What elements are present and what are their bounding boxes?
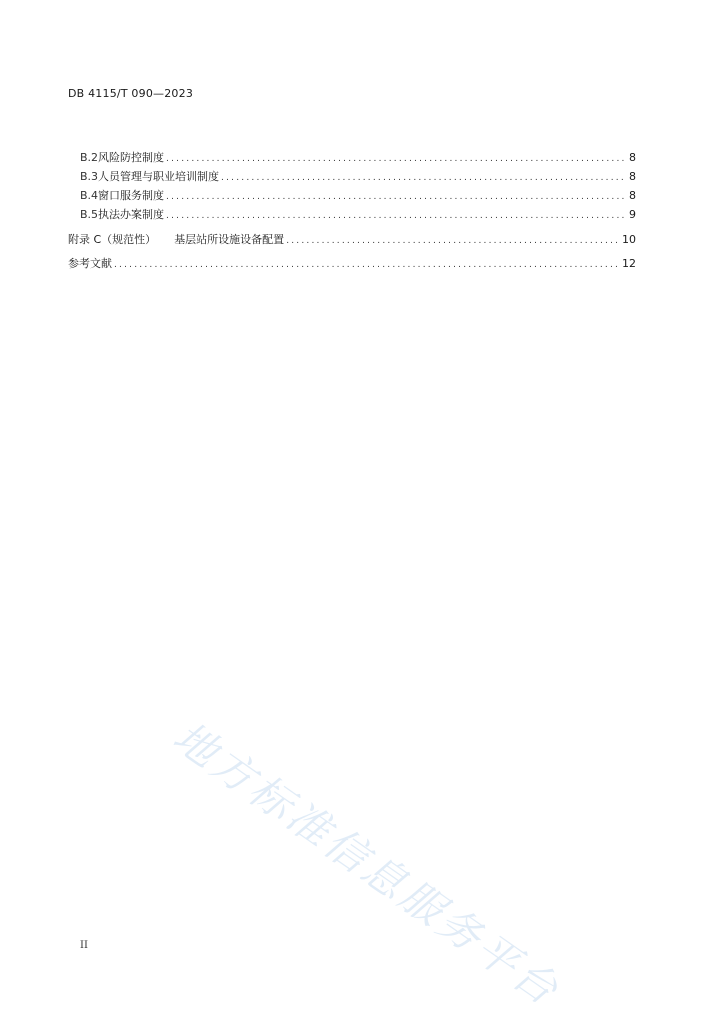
toc-entry-page: 8 bbox=[629, 170, 636, 183]
toc-entry-number: B.3 bbox=[80, 170, 99, 183]
toc-entry-title: 风险防控制度 bbox=[98, 151, 165, 164]
toc-entry-number: B.2 bbox=[80, 151, 99, 164]
toc-entry-b4[interactable] bbox=[68, 186, 636, 205]
toc-entry-page: 12 bbox=[622, 257, 636, 270]
toc-leader-dots bbox=[166, 150, 626, 169]
toc-entry-appendix-c[interactable] bbox=[68, 230, 636, 249]
toc-entry-number: B.4 bbox=[80, 189, 99, 202]
toc-appendix-label: 附录 C（规范性） bbox=[68, 233, 157, 246]
watermark: 地方标准信息服务平台 bbox=[164, 711, 570, 1016]
toc-entry-b3[interactable] bbox=[68, 167, 636, 186]
page-number: II bbox=[80, 940, 88, 951]
toc-entry-page: 8 bbox=[629, 189, 636, 202]
toc-entry-title: 执法办案制度 bbox=[98, 208, 165, 221]
toc-leader-dots bbox=[286, 232, 620, 251]
toc-entry-page: 9 bbox=[629, 208, 636, 221]
toc-entry-page: 10 bbox=[622, 233, 636, 246]
toc-entry-number: B.5 bbox=[80, 208, 99, 221]
toc-entry-title: 窗口服务制度 bbox=[98, 189, 165, 202]
toc-references-title: 参考文献 bbox=[68, 257, 112, 270]
toc-entry-b2[interactable] bbox=[68, 148, 636, 167]
table-of-contents bbox=[68, 148, 636, 273]
document-code: DB 4115/T 090—2023 bbox=[68, 87, 194, 100]
toc-entry-title: 人员管理与职业培训制度 bbox=[98, 170, 220, 183]
toc-entry-page: 8 bbox=[629, 151, 636, 164]
toc-leader-dots bbox=[166, 207, 626, 226]
toc-entry-references[interactable] bbox=[68, 254, 636, 273]
toc-entry-b5[interactable] bbox=[68, 205, 636, 224]
toc-leader-dots bbox=[166, 188, 626, 207]
toc-leader-dots bbox=[221, 169, 626, 188]
toc-appendix-title: 基层站所设施设备配置 bbox=[174, 233, 285, 246]
toc-leader-dots bbox=[114, 256, 620, 275]
